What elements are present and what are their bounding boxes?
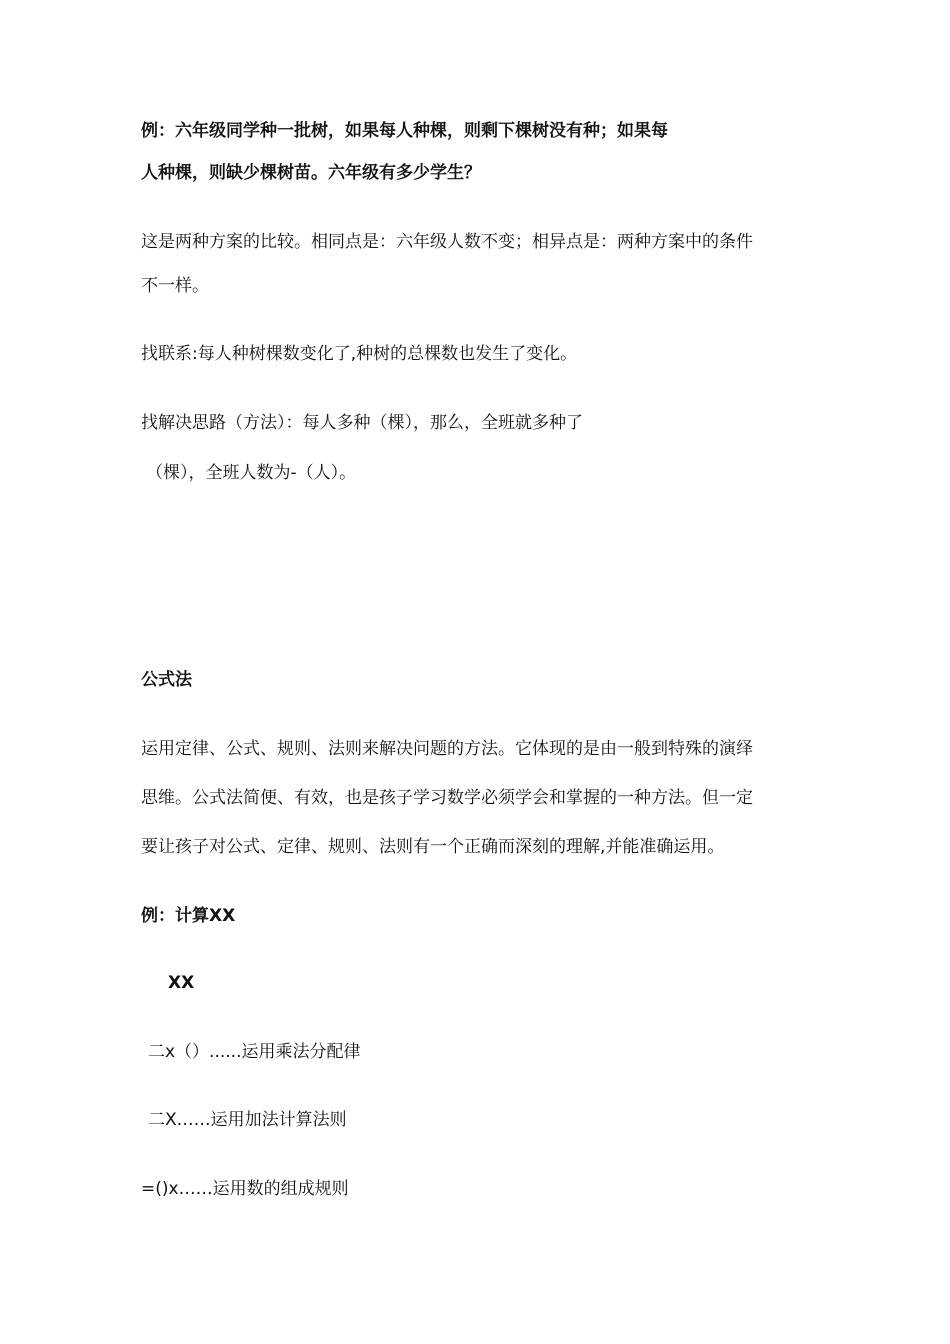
connection-text: 找联系:每人种树棵数变化了,种树的总棵数也发生了变化。	[141, 344, 578, 364]
approach-line2: （棵），全班人数为-（人）。	[146, 463, 357, 483]
comparison-line2: 不一样。	[141, 276, 209, 296]
comparison-line1: 这是两种方案的比较。相同点是：六年级人数不变；相异点是：两种方案中的条件	[141, 232, 753, 252]
formula-heading: 公式法	[141, 670, 192, 690]
example2-label: 例：计算XX	[141, 906, 236, 926]
calc-step-3: =()x……运用数的组成规则	[141, 1179, 349, 1199]
approach-line1: 找解决思路（方法）：每人多种（棵），那么，全班就多种了	[141, 413, 583, 433]
calc-step-1: 二x（）......运用乘法分配律	[148, 1042, 361, 1062]
formula-para-line1: 运用定律、公式、规则、法则来解决问题的方法。它体现的是由一般到特殊的演绎	[141, 739, 753, 759]
example1-line2: 人种棵，则缺少棵树苗。六年级有多少学生？	[141, 163, 481, 183]
calc-step-2: 二X……运用加法计算法则	[148, 1110, 347, 1130]
calc-step-0: XX	[168, 973, 195, 993]
formula-para-line3: 要让孩子对公式、定律、规则、法则有一个正确而深刻的理解,并能准确运用。	[141, 837, 725, 857]
example1-line1: 例：六年级同学种一批树，如果每人种棵，则剩下棵树没有种；如果每	[141, 121, 668, 141]
formula-para-line2: 思维。公式法简便、有效，也是孩子学习数学必须学会和掌握的一种方法。但一定	[141, 788, 753, 808]
